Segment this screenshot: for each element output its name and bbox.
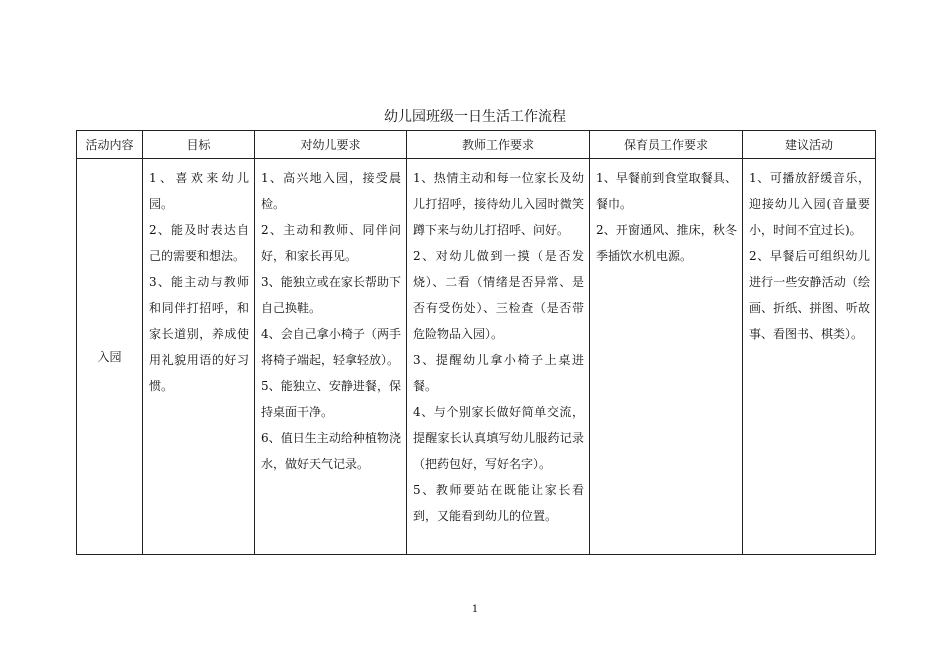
child-requirement-item: 1、高兴地入园，接受晨检。 <box>261 171 401 211</box>
goal-item: 1、喜欢来幼儿园。 <box>149 171 249 211</box>
cell-teacher-requirements <box>407 159 590 555</box>
teacher-requirement-item: 2、对幼儿做到一摸（是否发烧）、二看（情绪是否异常、是否有受伤处）、三检查（是否带危险物品入园）。 <box>413 249 584 341</box>
suggested-activity-item: 1、可播放舒缓音乐，迎接幼儿入园(音量要小，时间不宜过长)。 <box>749 171 870 237</box>
header-child-requirements: 对幼儿要求 <box>255 131 407 159</box>
header-suggested-activities: 建议活动 <box>743 131 876 159</box>
teacher-requirement-item: 3、提醒幼儿拿小椅子上桌进餐。 <box>413 353 584 393</box>
header-teacher-requirements: 教师工作要求 <box>407 131 590 159</box>
child-requirement-item: 6、值日生主动给种植物浇水，做好天气记录。 <box>261 431 401 471</box>
caregiver-requirement-item: 1、早餐前到食堂取餐具、餐巾。 <box>596 171 737 211</box>
table-header-row <box>77 131 876 159</box>
document-title: 幼儿园班级一日生活工作流程 <box>384 109 566 125</box>
caregiver-requirement-item: 2、开窗通风、推床，秋冬季插饮水机电源。 <box>596 223 737 263</box>
goal-item: 3、能主动与教师和同伴打招呼，和家长道别，养成使用礼貌用语的好习惯。 <box>149 275 249 393</box>
cell-goals <box>143 159 255 555</box>
table-row <box>77 159 876 555</box>
cell-caregiver-requirements <box>590 159 743 555</box>
cell-child-requirements <box>255 159 407 555</box>
header-goals: 目标 <box>143 131 255 159</box>
cell-activity: 入园 <box>77 159 143 555</box>
suggested-activity-item: 2、早餐后可组织幼儿进行一些安静活动（绘画、折纸、拼图、听故事、看图书、棋类）。 <box>749 249 870 341</box>
child-requirement-item: 2、主动和教师、同伴问好，和家长再见。 <box>261 223 401 263</box>
header-activity: 活动内容 <box>77 131 143 159</box>
page-number: 1 <box>471 604 479 615</box>
workflow-table <box>76 130 876 555</box>
teacher-requirement-item: 5、教师要站在既能让家长看到，又能看到幼儿的位置。 <box>413 483 584 523</box>
teacher-requirement-item: 4、与个别家长做好简单交流，提醒家长认真填写幼儿服药记录（把药包好，写好名字）。 <box>413 405 584 471</box>
header-caregiver-requirements: 保育员工作要求 <box>590 131 743 159</box>
cell-suggested-activities <box>743 159 876 555</box>
teacher-requirement-item: 1、热情主动和每一位家长及幼儿打招呼，接待幼儿入园时微笑蹲下来与幼儿打招呼、问好。 <box>413 171 584 237</box>
goal-item: 2、能及时表达自己的需要和想法。 <box>149 223 249 263</box>
child-requirement-item: 3、能独立或在家长帮助下自己换鞋。 <box>261 275 401 315</box>
child-requirement-item: 4、会自己拿小椅子（两手将椅子端起，轻拿轻放）。 <box>261 327 401 367</box>
child-requirement-item: 5、能独立、安静进餐，保持桌面干净。 <box>261 379 401 419</box>
